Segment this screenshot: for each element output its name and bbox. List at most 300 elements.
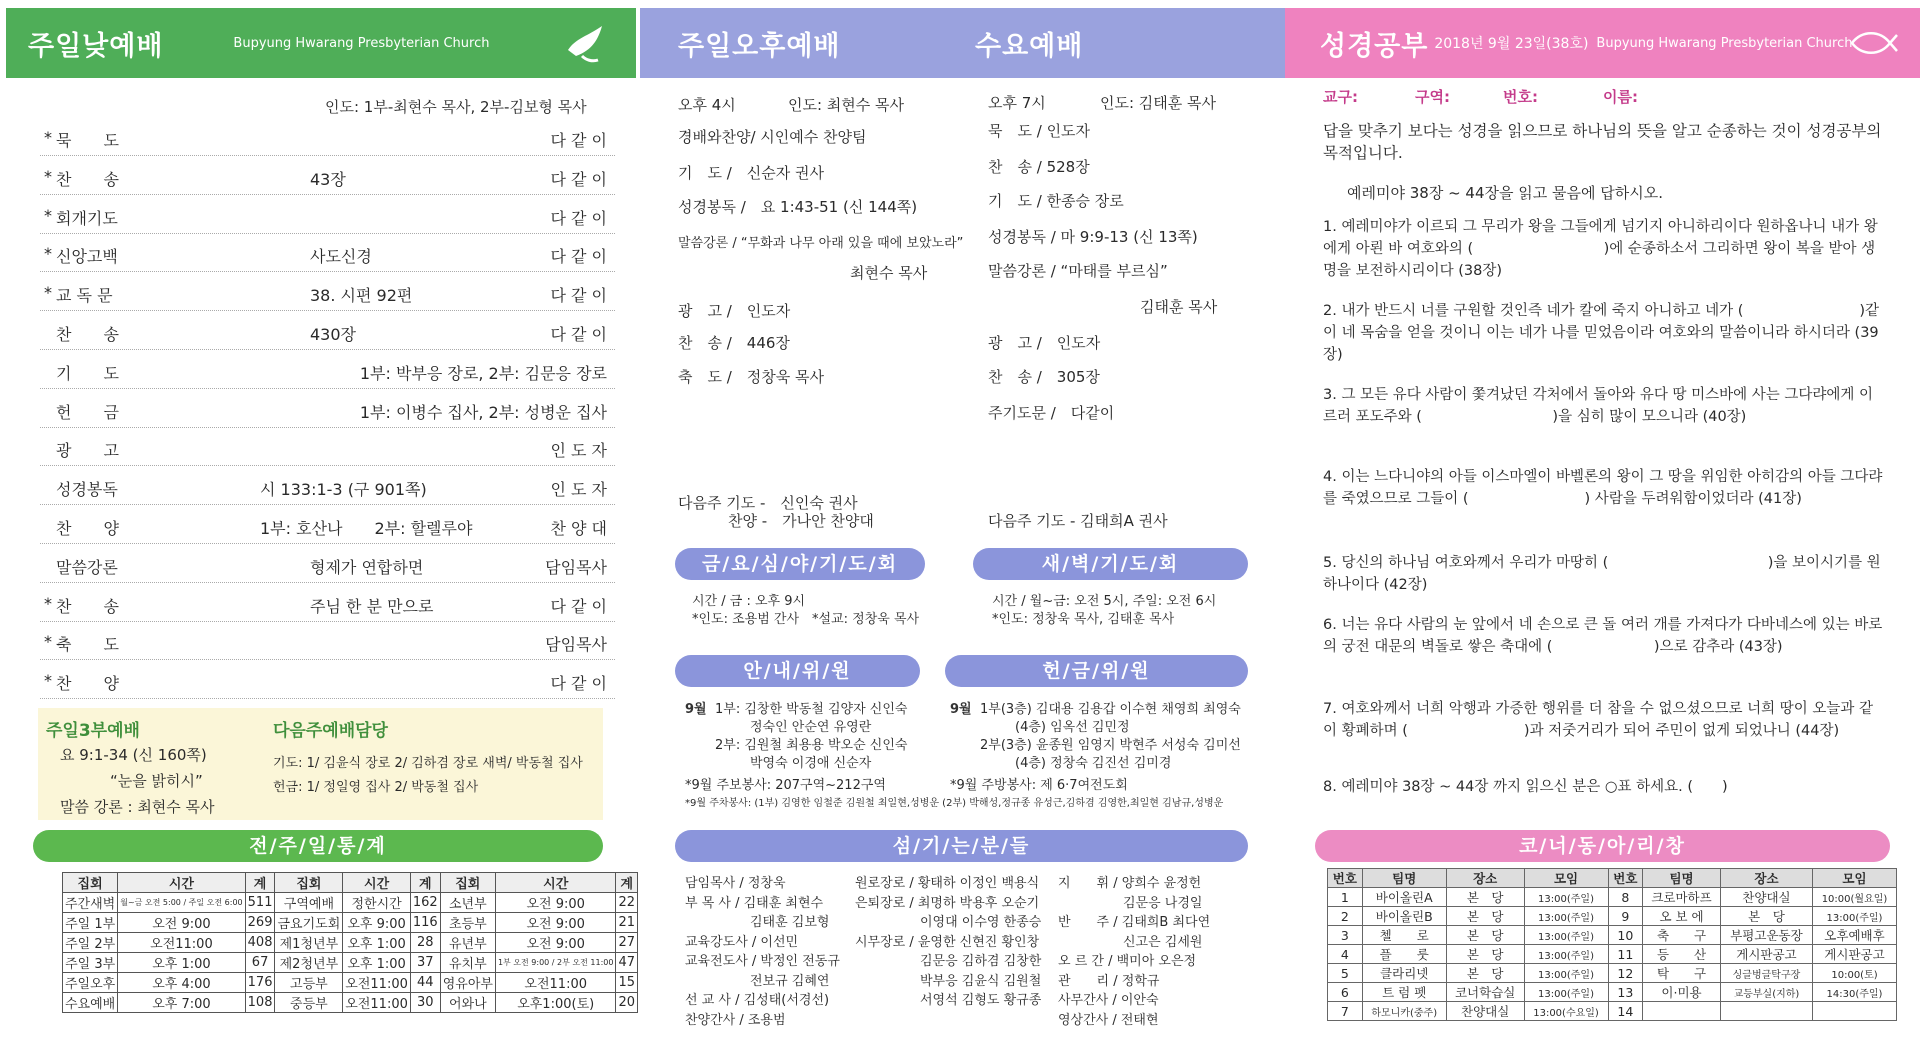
afternoon-time: 오후 4시 [678, 96, 736, 114]
order-right: 담임목사 [545, 635, 607, 655]
order-right: 다 같 이 [550, 131, 607, 150]
choir-cell: 교등부실(지하) [1720, 983, 1812, 1002]
choir-row [1328, 983, 1897, 1002]
church-name: Bupyung Hwarang Presbyterian Church [233, 35, 490, 51]
choir-cell: 본 당 [1446, 964, 1524, 983]
attendance-cell: 오전11:00 [495, 973, 616, 993]
sunday-service-column [0, 0, 640, 1061]
kitchen-duty: *9월 주방봉사: 제 6·7여전도회 [950, 778, 1128, 793]
order-mark: * [44, 244, 52, 264]
choir-cell: 본 당 [1446, 907, 1524, 926]
attendance-cell: 오전11:00 [343, 973, 411, 993]
attendance-cell: 67 [245, 953, 275, 973]
study-question: 6. 너는 유다 사람의 눈 앞에서 네 손으로 큰 돌 여러 개를 가져다가 다바네스에 있는 바로의 궁전 대문의 벽돌로 쌓은 축대에 ( )으로 감추라 (43장) [1323, 617, 1883, 655]
offer-month: 9월 [950, 702, 972, 717]
label-number: 번호: [1503, 88, 1538, 106]
choir-cell: 13:00(주일) [1524, 983, 1608, 1002]
choir-cell: 10:00(월요일) [1813, 888, 1897, 907]
order-item: 찬 송 [56, 596, 119, 616]
choir-cell: 본 당 [1446, 926, 1524, 945]
servant-line: 김문응 나경일 [1058, 895, 1203, 911]
order-row [40, 118, 615, 156]
choir-row [1328, 964, 1897, 983]
servant-line: 찬양간사 / 조용범 [685, 1012, 786, 1028]
order-right: 다 같 이 [550, 208, 607, 228]
label-area: 구역: [1415, 88, 1450, 106]
order-row [40, 467, 615, 505]
wednesday-item: 김태훈 목사 [1140, 298, 1218, 316]
guide-line-1: 1부: 김창한 박동철 김양자 신인숙 [715, 702, 908, 717]
order-item: 찬 양 [56, 519, 119, 538]
afternoon-item: 축 도 / 정창욱 목사 [678, 368, 825, 386]
choir-cell: 5 [1328, 964, 1363, 983]
offer-line-4: (4층) 정창숙 김진선 김미경 [1015, 756, 1172, 771]
guide-line-3: 2부: 김원철 최용용 박오순 신인숙 [715, 738, 908, 753]
attendance-header-cell: 시간 [495, 873, 616, 893]
servant-line: 시무장로 / 윤영한 신현진 황인창 [855, 934, 1040, 950]
order-item: 찬 송 [56, 325, 119, 344]
third-service-title: 주일3부예배 [46, 721, 140, 741]
afternoon-item: 광 고 / 인도자 [678, 302, 791, 320]
bible-study-header [1285, 8, 1920, 78]
attendance-cell: 어와나 [440, 993, 495, 1013]
choir-cell: 클라리넷 [1362, 964, 1446, 983]
guide-month: 9월 [685, 702, 707, 717]
study-question: 1. 예레미야가 이르되 그 무리가 왕을 그들에게 넘기지 아니하리이다 원하옵나니 내가 왕에게 아뢴 바 여호와의 ( )에 순종하소서 그리하면 왕이 복을 받아 생명을 보전하시리이다 (38장) [1323, 219, 1878, 279]
order-right: 다 같 이 [550, 286, 607, 306]
dawn-prayer-title: 새/벽/기/도/회 [973, 548, 1248, 580]
order-item: 기 도 [56, 363, 119, 383]
choir-cell [1643, 1002, 1721, 1021]
afternoon-item: 찬 송 / 446장 [678, 334, 790, 352]
attendance-cell: 408 [245, 933, 275, 953]
wednesday-item: 묵 도 / 인도자 [988, 122, 1091, 140]
order-row [40, 545, 615, 583]
order-mark: * [44, 593, 52, 613]
choir-cell: 11 [1608, 945, 1643, 964]
attendance-cell: 511 [245, 893, 275, 913]
attendance-cell: 오전 9:00 [495, 893, 616, 913]
choir-cell: 13:00(주일) [1524, 888, 1608, 907]
servant-line: 관 리 / 정학규 [1058, 973, 1160, 989]
order-mid: 형제가 연합하면 [310, 557, 424, 577]
choir-cell: 9 [1608, 907, 1643, 926]
choir-cell: 1 [1328, 888, 1363, 907]
attendance-cell: 초등부 [440, 913, 495, 933]
choir-row [1328, 926, 1897, 945]
attendance-cell: 27 [616, 933, 638, 953]
attendance-header-cell: 계 [410, 873, 440, 893]
choir-cell: 바이올린A [1362, 888, 1446, 907]
next-week-offering: 헌금: 1/ 정일영 집사 2/ 박동철 집사 [273, 780, 479, 795]
attendance-cell: 오후 1:00 [118, 953, 245, 973]
attendance-row [63, 993, 638, 1013]
order-right: 다 같 이 [550, 325, 607, 344]
sunday-service-title: 주일낮예배 [28, 30, 164, 62]
order-item: 묵 도 [56, 131, 119, 150]
order-right: 인 도 자 [550, 441, 607, 461]
choir-row [1328, 888, 1897, 907]
choir-header-cell: 모임 [1524, 869, 1608, 888]
wednesday-leader: 인도: 김태훈 목사 [1100, 94, 1217, 112]
order-row [40, 584, 615, 622]
attendance-cell: 오후 1:00 [343, 933, 411, 953]
afternoon-next-prayer: 다음주 기도 - 신인숙 권사 [678, 494, 858, 512]
servant-line: 교육강도사 / 이선민 [685, 934, 799, 950]
label-district: 교구: [1323, 88, 1358, 106]
parking-duty: *9월 주차봉사: (1부) 김영한 임철준 김원철 최일현,성병운 (2부) 박해성,정규종 유성근,김하겸 김영한,최일현 김남규,성병운 [685, 798, 1224, 809]
label-name: 이름: [1603, 88, 1638, 106]
next-week-prayer: 기도: 1/ 김윤식 장로 2/ 김하겸 장로 새벽/ 박동철 집사 [273, 756, 583, 771]
order-mid: 시 133:1-3 (구 901쪽) [260, 480, 427, 500]
choir-cell: 3 [1328, 926, 1363, 945]
servants-title: 섬/기/는/분/들 [675, 830, 1248, 862]
choir-title: 코/너/동/아/리/창 [1315, 830, 1890, 862]
study-question: 2. 내가 반드시 너를 구원할 것인즉 네가 칼에 죽지 아니하고 네가 ( )같이 네 목숨을 얻을 것이니 이는 네가 나를 믿었음이라 여호와의 말씀이니라 하시더라 (39장) [1323, 303, 1880, 363]
choir-cell: 오후예배후 [1813, 926, 1897, 945]
offer-line-2: (4층) 임옥선 김민정 [1015, 720, 1130, 735]
choir-header-cell: 장소 [1446, 869, 1524, 888]
order-row [40, 506, 615, 544]
servant-line: 교육전도사 / 박정인 전동규 [685, 954, 840, 969]
attendance-cell: 44 [410, 973, 440, 993]
dove-icon [562, 20, 608, 66]
attendance-cell: 116 [410, 913, 440, 933]
study-intro: 답을 맞추기 보다는 성경을 읽으므로 하나님의 뜻을 알고 순종하는 것이 성경공부의 목적입니다. [1323, 122, 1882, 162]
order-row [40, 661, 615, 699]
attendance-cell: 47 [616, 953, 638, 973]
order-right: 다 같 이 [550, 169, 607, 189]
attendance-header-cell: 계 [616, 873, 638, 893]
wednesday-item: 말씀강론 / “마태를 부르심” [988, 262, 1168, 280]
attendance-cell: 오전 9:00 [495, 913, 616, 933]
servant-line: 오 르 간 / 백미아 오은정 [1058, 954, 1197, 969]
guide-line-4: 박영숙 이경애 신순자 [750, 756, 872, 771]
choir-header-cell: 팀명 [1643, 869, 1721, 888]
attendance-cell: 유치부 [440, 953, 495, 973]
dawn-prayer-time: 시간 / 월~금: 오전 5시, 주일: 오전 6시 [992, 594, 1217, 609]
attendance-cell: 주일 3부 [63, 953, 118, 973]
offering-committee-title: 헌/금/위/원 [945, 655, 1248, 687]
afternoon-item: 성경봉독 / 요 1:43-51 (신 144쪽) [678, 198, 918, 216]
attendance-header-cell: 시간 [118, 873, 245, 893]
attendance-row [63, 953, 638, 973]
attendance-cell: 오후 9:00 [343, 913, 411, 933]
wednesday-next-prayer: 다음주 기도 - 김태희A 권사 [988, 512, 1168, 530]
order-mark: * [44, 632, 52, 652]
choir-cell: 트 럼 펫 [1362, 983, 1446, 1002]
order-item: 광 고 [56, 441, 119, 461]
servant-line: 선 교 사 / 김성태(서경선) [685, 993, 830, 1008]
order-mid: 38. 시편 92편 [310, 286, 413, 306]
sunday-service-header [6, 8, 636, 78]
choir-cell: 본 당 [1720, 907, 1812, 926]
servant-line: 김문응 김하겸 김창한 [855, 954, 1042, 969]
order-item: 찬 송 [56, 169, 119, 189]
attendance-cell: 162 [410, 893, 440, 913]
attendance-cell: 소년부 [440, 893, 495, 913]
servant-line: 담임목사 / 정창욱 [685, 876, 786, 891]
servant-line: 이영대 이수영 한종승 [855, 915, 1042, 930]
third-service-verse: 요 9:1-34 (신 160쪽) [60, 746, 207, 764]
order-item: 축 도 [56, 635, 119, 655]
order-row [40, 428, 615, 466]
wednesday-item: 기 도 / 한종승 장로 [988, 192, 1124, 210]
choir-cell: 13:00(수요일) [1524, 1002, 1608, 1021]
choir-cell: 10 [1608, 926, 1643, 945]
attendance-cell: 고등부 [275, 973, 343, 993]
order-right: 다 같 이 [550, 596, 607, 616]
order-row [40, 351, 615, 389]
order-row [40, 312, 615, 350]
order-right: 인 도 자 [550, 480, 607, 500]
study-question: 3. 그 모든 유다 사람이 쫓겨났던 각처에서 돌아와 유다 땅 미스바에 사는 그다랴에게 이르러 포도주와 ( )을 심히 많이 모으니라 (40장) [1323, 387, 1873, 425]
fish-icon [1848, 30, 1898, 56]
attendance-cell: 금요기도회 [275, 913, 343, 933]
choir-cell: 본 당 [1446, 888, 1524, 907]
order-row [40, 234, 615, 272]
attendance-cell: 37 [410, 953, 440, 973]
order-right: 다 같 이 [550, 674, 607, 694]
wednesday-item: 찬 송 / 528장 [988, 158, 1090, 176]
order-item: 찬 양 [56, 674, 119, 694]
choir-cell: 코너학습실 [1446, 983, 1524, 1002]
choir-table [1327, 868, 1897, 1021]
order-right: 다 같 이 [550, 247, 607, 267]
choir-row [1328, 945, 1897, 964]
attendance-cell: 중등부 [275, 993, 343, 1013]
attendance-header-cell: 집회 [275, 873, 343, 893]
attendance-row [63, 893, 638, 913]
choir-cell: 8 [1608, 888, 1643, 907]
choir-cell: 싱글벙글탁구장 [1720, 964, 1812, 983]
order-mark: * [44, 283, 52, 303]
attendance-cell: 수요예배 [63, 993, 118, 1013]
attendance-row [63, 913, 638, 933]
attendance-row [63, 933, 638, 953]
bulletin-date: 2018년 9월 23일(38호) [1434, 36, 1589, 52]
servant-line: 김태훈 김보형 [685, 915, 830, 930]
order-right: 담임목사 [545, 557, 607, 577]
wednesday-service-title: 수요예배 [975, 30, 1084, 62]
wednesday-item: 찬 송 / 305장 [988, 368, 1100, 386]
choir-cell: 부평고운동장 [1720, 926, 1812, 945]
servant-line: 전보규 김혜연 [685, 973, 830, 989]
choir-row [1328, 907, 1897, 926]
choir-cell: 6 [1328, 983, 1363, 1002]
dawn-prayer-leaders: *인도: 정창욱 목사, 김태훈 목사 [992, 612, 1175, 627]
afternoon-item: 최현수 목사 [850, 264, 928, 282]
wednesday-item: 성경봉독 / 마 9:9-13 (신 13쪽) [988, 228, 1198, 246]
attendance-cell: 정한시간 [343, 893, 411, 913]
order-right: 1부: 이병수 집사, 2부: 성병운 집사 [359, 402, 607, 422]
guide-committee-title: 안/내/위/원 [675, 655, 920, 687]
attendance-table [62, 872, 638, 1013]
guide-line-2: 정숙인 안순연 유영란 [750, 720, 872, 735]
order-right: 1부: 박부응 장로, 2부: 김문응 장로 [359, 363, 607, 383]
attendance-header-cell: 시간 [343, 873, 411, 893]
afternoon-next-praise: 찬양 - 가나안 찬양대 [728, 512, 874, 530]
choir-cell: 탁 구 [1643, 964, 1721, 983]
choir-cell: 13 [1608, 983, 1643, 1002]
order-mark: * [44, 166, 52, 186]
choir-header-cell: 번호 [1328, 869, 1363, 888]
attendance-header-cell: 집회 [63, 873, 118, 893]
afternoon-wednesday-column [640, 0, 1285, 1061]
choir-cell: 13:00(주일) [1524, 945, 1608, 964]
wednesday-item: 광 고 / 인도자 [988, 334, 1101, 352]
order-item: 신앙고백 [56, 247, 118, 267]
afternoon-item: 경배와찬양/ 시인예수 찬양팀 [678, 128, 867, 146]
choir-header-cell: 모임 [1813, 869, 1897, 888]
choir-cell: 축 구 [1643, 926, 1721, 945]
order-item: 교 독 문 [56, 286, 113, 306]
attendance-cell: 유년부 [440, 933, 495, 953]
choir-cell: 본 당 [1446, 945, 1524, 964]
choir-cell: 13:00(주일) [1524, 964, 1608, 983]
attendance-title: 전/주/일/통/계 [33, 830, 603, 862]
afternoon-leader: 인도: 최현수 목사 [788, 96, 905, 114]
order-mark: * [44, 128, 52, 147]
attendance-cell: 영유아부 [440, 973, 495, 993]
attendance-cell: 제1청년부 [275, 933, 343, 953]
attendance-cell: 22 [616, 893, 638, 913]
order-mid: 430장 [310, 325, 356, 344]
order-mid: 주님 한 분 만으로 [310, 596, 434, 616]
order-item: 헌 금 [56, 402, 119, 422]
servant-line: 은퇴장로 / 최명하 박용후 오순기 [855, 895, 1040, 911]
choir-cell: 이·미용 [1643, 983, 1721, 1002]
friday-prayer-time: 시간 / 금 : 오후 9시 [692, 594, 806, 609]
third-service-preacher: 말씀 강론 : 최현수 목사 [60, 798, 215, 816]
order-row [40, 390, 615, 428]
choir-cell: 13:00(주일) [1524, 907, 1608, 926]
study-instruction: 예레미야 38장 ~ 44장을 읽고 물음에 답하시오. [1347, 184, 1663, 202]
choir-cell [1720, 1002, 1812, 1021]
wednesday-time: 오후 7시 [988, 94, 1046, 112]
servant-line: 영상간사 / 전태현 [1058, 1012, 1159, 1028]
servant-line: 부 목 사 / 김태훈 최현수 [685, 895, 824, 911]
choir-cell: 첼 로 [1362, 926, 1446, 945]
attendance-cell: 월~금 오전 5:00 / 주일 오전 6:00 [118, 893, 245, 913]
choir-cell: 크로마하프 [1643, 888, 1721, 907]
attendance-cell: 오전11:00 [343, 993, 411, 1013]
attendance-cell: 176 [245, 973, 275, 993]
choir-cell: 14 [1608, 1002, 1643, 1021]
friday-prayer-leaders: *인도: 조용범 간사 *설교: 정창욱 목사 [692, 612, 920, 627]
choir-cell: 하모니카(중주) [1362, 1002, 1446, 1021]
order-row [40, 273, 615, 311]
church-name-2: Bupyung Hwarang Presbyterian Church [1596, 35, 1853, 51]
order-mark: * [44, 671, 52, 691]
attendance-header-cell: 계 [245, 873, 275, 893]
afternoon-service-title: 주일오후예배 [678, 30, 841, 62]
attendance-cell: 오전 9:00 [118, 913, 245, 933]
servant-line: 서영석 김형도 황규종 [855, 993, 1042, 1008]
servant-line: 반 주 / 김태희B 최다연 [1058, 915, 1211, 930]
study-question: 5. 당신의 하나님 여호와께서 우리가 마땅히 ( )을 보이시기를 원하나이다 (42장) [1323, 555, 1881, 593]
order-item: 성경봉독 [56, 480, 118, 500]
study-question: 7. 여호와께서 너희 악행과 가증한 행위를 더 참을 수 없으셨으므로 너희 땅이 오늘과 같이 황폐하며 ( )과 저줏거리가 되어 주민이 없게 되었나니 (44장) [1323, 701, 1873, 739]
bible-study-column [1285, 0, 1920, 1061]
choir-cell: 2 [1328, 907, 1363, 926]
offer-line-3: 2부(3층) 윤종원 임영지 박현주 서성숙 김미선 [980, 738, 1241, 753]
wednesday-item: 주기도문 / 다같이 [988, 404, 1115, 422]
study-question: 8. 예레미야 38장 ~ 44장 까지 읽으신 분은 ○표 하세요. ( ) [1323, 779, 1728, 795]
order-item: 말씀강론 [56, 557, 118, 577]
attendance-row [63, 973, 638, 993]
choir-cell: 게시판공고 [1720, 945, 1812, 964]
afternoon-item: 기 도 / 신순자 권사 [678, 164, 825, 182]
bulletin-duty: *9월 주보봉사: 207구역~212구역 [685, 778, 886, 793]
attendance-cell: 오후1:00(토) [495, 993, 616, 1013]
attendance-cell: 제2청년부 [275, 953, 343, 973]
choir-cell: 7 [1328, 1002, 1363, 1021]
order-mid: 43장 [310, 169, 346, 189]
attendance-cell: 1부 오전 9:00 / 2부 오전 11:00 [495, 953, 616, 973]
choir-cell: 찬양대실 [1720, 888, 1812, 907]
choir-cell: 오 보 에 [1643, 907, 1721, 926]
choir-cell: 게시판공고 [1813, 945, 1897, 964]
next-week-title: 다음주예배담당 [273, 721, 388, 741]
servant-line: 사무간사 / 이안숙 [1058, 993, 1159, 1008]
order-row [40, 157, 615, 195]
sunday-leader: 인도: 1부-최현수 목사, 2부-김보형 목사 [325, 98, 587, 116]
attendance-cell: 구역예배 [275, 893, 343, 913]
afternoon-item: 말씀강론 / “무화과 나무 아래 있을 때에 보았노라” [678, 236, 964, 251]
offer-line-1: 1부(3층) 김대용 김용갑 이수현 채영희 최영숙 [980, 702, 1241, 717]
afternoon-header [640, 8, 1285, 78]
attendance-cell: 30 [410, 993, 440, 1013]
order-right: 찬 양 대 [550, 519, 607, 538]
choir-cell: 13:00(주일) [1524, 926, 1608, 945]
servant-line: 원로장로 / 황태하 이정인 백용식 [855, 876, 1040, 891]
order-row [40, 196, 615, 234]
attendance-cell: 오전 9:00 [495, 933, 616, 953]
order-item: 회개기도 [56, 208, 118, 228]
service-info-box [38, 708, 603, 820]
attendance-cell: 주일 2부 [63, 933, 118, 953]
attendance-cell: 오전11:00 [118, 933, 245, 953]
attendance-cell: 오후 4:00 [118, 973, 245, 993]
order-mid: 사도신경 [310, 247, 372, 267]
attendance-cell: 주일 1부 [63, 913, 118, 933]
attendance-cell: 108 [245, 993, 275, 1013]
order-row [40, 622, 615, 660]
choir-cell: 4 [1328, 945, 1363, 964]
order-mark: * [44, 205, 52, 225]
attendance-cell: 269 [245, 913, 275, 933]
attendance-cell: 오후 7:00 [118, 993, 245, 1013]
servant-line: 신고은 김세원 [1058, 934, 1203, 950]
choir-cell: 플 룻 [1362, 945, 1446, 964]
choir-cell: 13:00(주일) [1813, 907, 1897, 926]
choir-cell: 바이올린B [1362, 907, 1446, 926]
third-service-sermon: “눈을 밝히시” [110, 772, 203, 790]
attendance-cell: 20 [616, 993, 638, 1013]
choir-cell: 14:30(주일) [1813, 983, 1897, 1002]
choir-header-cell: 번호 [1608, 869, 1643, 888]
attendance-cell: 15 [616, 973, 638, 993]
choir-cell [1813, 1002, 1897, 1021]
attendance-cell: 28 [410, 933, 440, 953]
order-mid: 1부: 호산나 2부: 할렐루야 [260, 519, 473, 538]
servant-line: 지 휘 / 양희수 윤정헌 [1058, 876, 1202, 891]
attendance-cell: 주간새벽 [63, 893, 118, 913]
choir-header-cell: 팀명 [1362, 869, 1446, 888]
attendance-header-cell: 집회 [440, 873, 495, 893]
choir-cell: 등 산 [1643, 945, 1721, 964]
